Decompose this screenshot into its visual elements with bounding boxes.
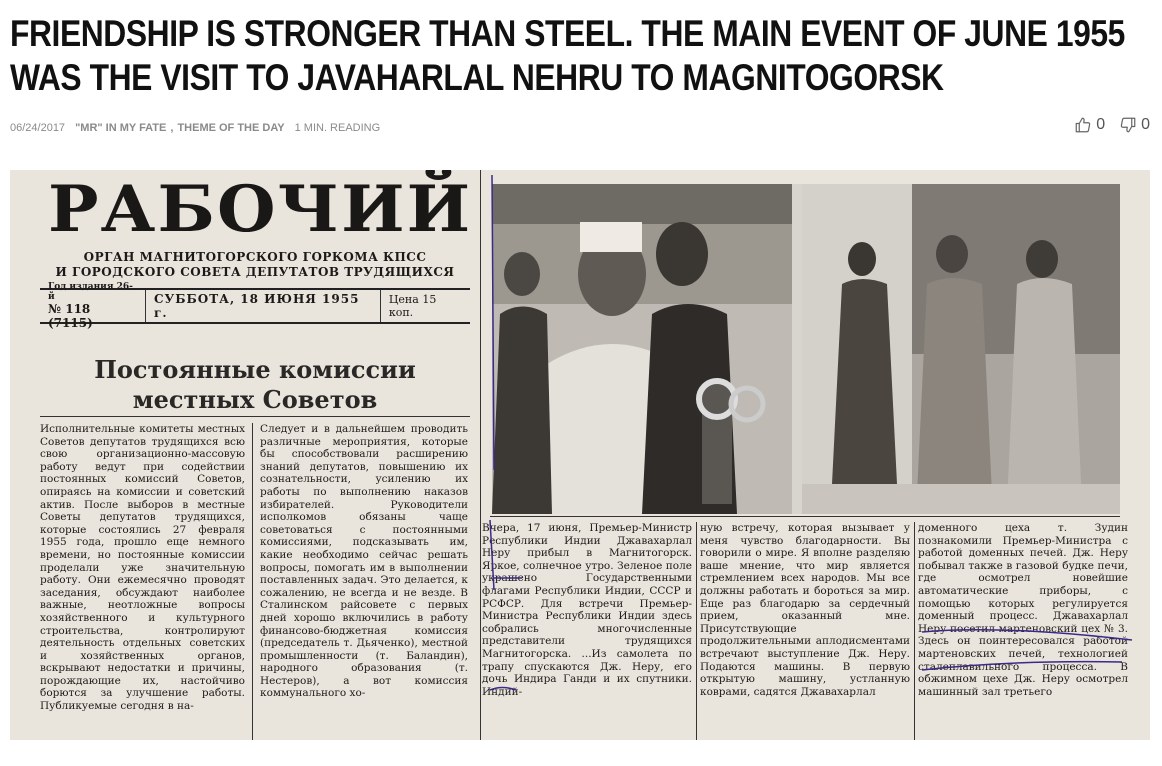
text-column: ную встречу, которая вызывает у меня чувство благодарности. Вы говорили о мире. Я вполне разделяю ваше мнение, что мир является стремлением всех народов. Мы все должны работать и бороться за мир. Еще раз благодарю за сердечный прием, оказанный мне. Присутствующие продолжительными аплодисментами встречают выступление Дж. Неру. Подаются машины. В первую открытую машину, устланную коврами, садятся Джавахарлал xyxy=(700,522,910,698)
organ-line: И ГОРОДСКОГО СОВЕТА ДЕПУТАТОВ ТРУДЯЩИХСЯ xyxy=(55,265,455,279)
article-meta xyxy=(10,119,380,137)
thumbs-down-icon xyxy=(1119,116,1137,134)
thumbs-up-icon xyxy=(1074,116,1092,134)
newspaper-name: РАБОЧИЙ xyxy=(48,172,473,247)
category-separator: , xyxy=(170,122,174,134)
article-title: FRIENDSHIP IS STRONGER THAN STEEL. THE MAIN EVENT OF JUNE 1955 WAS THE VISIT TO JAVAHARLAL NEHRU TO MAGNITOGORSK xyxy=(10,13,1125,98)
clipping-headline xyxy=(40,355,470,415)
text-column: Следует и в дальнейшем проводить различные мероприятия, которые бы способствовали расширению знаний депутатов, повышению их сознательности, усилению их работы по выполнению наказов избирателей. Руководители исполкомов обязаны чаще советоваться с постоянными комиссиями, подсказывать им, какие необходимо сейчас решать вопросы, помогать им в выполнении поставленных задач. Это делается, к сожалению, не всегда и не везде. В Сталинском райсовете с первых дней хорошо включились в работу финансово-бюджетная комиссия (председатель т. Дьяченко), местной промышленности (т. Баландин), народного образования (т. Нестеров), а вот комиссия коммунального хо- xyxy=(260,423,468,700)
text-column: Исполнительные комитеты местных Советов депутатов трудящихся всю свою организационно-массовую работу ведут при содействии постоянных комиссий Советов, опираясь на комиссии и советский актив. После выборов в местные Советы депутатов трудящихся, которые состоялись 27 февраля 1955 года, прошло еще немного времени, но постоянные комиссии проделали уже значительную работу. Они ежемесячно проводят заседания, обсуждают наиболее важные, неотложные вопросы хозяйственного и культурного строительства, контролируют деятельность отдельных советских и хозяйственных органов, вскрывают недостатки и причины, порождающие их, настойчиво борются за улучшение работы. Публикуемые сегодня в на- xyxy=(40,423,245,713)
issue-cell xyxy=(40,282,146,330)
organ-line: ОРГАН МАГНИТОГОРСКОГО ГОРКОМА КПСС xyxy=(83,250,427,264)
dislike-button[interactable] xyxy=(1119,116,1150,134)
text-column: доменного цеха т. Зудин познакомили Премьер-Министра с работой доменных печей. Дж. Неру побывал также в газовой будке печи, где осмотрел новейшие автоматические приборы, с помощью которых регулируется доменный процесс. Джавахарлал Неру посетил мартеновский цех № 3. Здесь он поинтересовался работой мартеновских печей, технологией сталеплавильного процесса. В обжимном цехе Дж. Неру осмотрел машинный зал третьего xyxy=(918,522,1128,698)
divider xyxy=(480,170,481,740)
dislike-count: 0 xyxy=(1141,116,1150,133)
like-button[interactable] xyxy=(1074,116,1105,134)
headline-line: местных Советов xyxy=(132,385,378,414)
category-link[interactable]: THEME OF THE DAY xyxy=(177,122,285,134)
like-count: 0 xyxy=(1096,116,1106,133)
issue-number: № 118 (7115) xyxy=(48,302,93,330)
issue-cell xyxy=(146,290,381,322)
issue-box xyxy=(40,282,470,330)
vote-bar xyxy=(1074,116,1150,134)
publish-date: 06/24/2017 xyxy=(10,122,66,134)
issue-year: Год издания 26-й xyxy=(48,282,133,302)
divider xyxy=(252,423,253,740)
issue-price: Цена 15 коп. xyxy=(388,293,437,319)
category-list xyxy=(75,122,285,134)
newspaper-clipping-image xyxy=(10,170,1150,740)
reading-time: 1 MIN. READING xyxy=(294,122,381,134)
newspaper-organ xyxy=(40,250,470,280)
divider xyxy=(40,416,470,417)
text-column: Вчера, 17 июня, Премьер-Министр Республики Индии Джавахарлал Неру прибыл в Магнитогорск. Яркое, солнечное утро. Зеленое поле украшено Государственными флагами Республики Индии, СССР и РСФСР. Для встречи Премьер-Министра Республики Индии здесь собрались многочисленные представители трудящихся Магнитогорска. ...Из самолета по трапу спускаются Дж. Неру, его дочь Индира Ганди и их спутники. Индий- xyxy=(482,522,692,698)
issue-date: СУББОТА, 18 ИЮНЯ 1955 г. xyxy=(153,292,360,320)
masthead xyxy=(10,170,480,740)
category-link[interactable]: "MR" IN MY FATE xyxy=(75,122,167,134)
pen-markings xyxy=(482,170,1150,740)
issue-cell xyxy=(381,290,470,322)
headline-line: Постоянные комиссии xyxy=(94,355,416,384)
